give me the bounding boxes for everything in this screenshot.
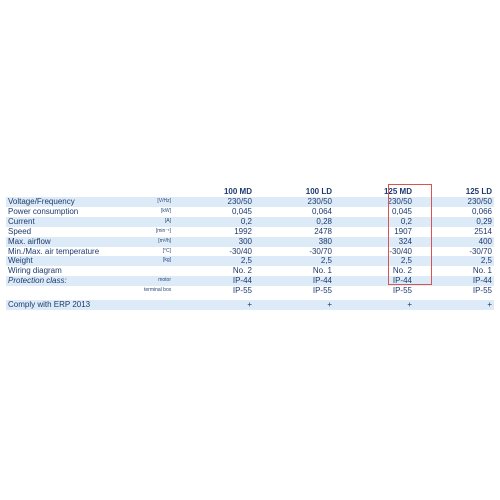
header-model-125ld: 125 LD xyxy=(465,187,492,196)
row-protection-class-terminal-box xyxy=(6,286,494,296)
header-blank xyxy=(144,184,174,197)
unit-label: motor xyxy=(144,276,174,286)
value-cell: IP-55 xyxy=(312,286,332,296)
unit-label: [m³/h] xyxy=(144,237,174,247)
header-blank xyxy=(6,184,144,197)
header-model-100md: 100 MD xyxy=(223,187,252,196)
value-cell: No. 1 xyxy=(472,266,492,276)
value-cell: -30/70 xyxy=(309,246,332,256)
spec-table xyxy=(6,184,494,310)
value-cell: 0,045 xyxy=(231,206,252,216)
value-cell: No. 2 xyxy=(392,266,412,276)
row-voltage-frequency xyxy=(6,197,494,207)
value-cell: 400 xyxy=(414,237,494,247)
unit-label: [°C] xyxy=(162,247,171,254)
row-protection-class-motor xyxy=(6,276,494,286)
value-cell: 380 xyxy=(254,237,334,247)
value-cell: IP-55 xyxy=(392,286,412,296)
row-current xyxy=(6,217,494,227)
value-cell: -30/40 xyxy=(389,246,412,256)
value-cell: No. 2 xyxy=(232,266,252,276)
param-label: Comply with ERP 2013 xyxy=(6,300,174,310)
value-cell: 1992 xyxy=(234,226,252,236)
row-weight xyxy=(6,256,494,266)
value-cell: 0,066 xyxy=(471,206,492,216)
row-speed xyxy=(6,227,494,237)
value-cell: 230/50 xyxy=(174,197,254,207)
unit-label: [kg] xyxy=(144,256,174,266)
value-cell: IP-44 xyxy=(254,276,334,286)
value-cell: -30/40 xyxy=(229,246,252,256)
row-power-consumption xyxy=(6,207,494,217)
value-cell: 324 xyxy=(334,237,414,247)
param-label: Voltage/Frequency xyxy=(6,197,144,207)
value-cell: IP-44 xyxy=(174,276,254,286)
value-cell: + xyxy=(334,300,414,310)
param-label: Min./Max. air temperature xyxy=(8,246,100,256)
value-cell: -30/70 xyxy=(469,246,492,256)
value-cell: IP-44 xyxy=(414,276,494,286)
value-cell: 230/50 xyxy=(334,197,414,207)
param-label: Power consumption xyxy=(8,206,79,216)
value-cell: 0,2 xyxy=(174,217,254,227)
value-cell: 2,5 xyxy=(174,256,254,266)
value-cell: 0,28 xyxy=(254,217,334,227)
value-cell: IP-55 xyxy=(232,286,252,296)
value-cell: 2,5 xyxy=(254,256,334,266)
unit-label: [V/Hz] xyxy=(144,197,174,207)
param-label: Current xyxy=(6,217,144,227)
value-cell: 300 xyxy=(174,237,254,247)
header-model-100ld: 100 LD xyxy=(305,187,332,196)
param-label: Protection class: xyxy=(6,276,144,286)
param-label: Max. airflow xyxy=(6,237,144,247)
value-cell: 230/50 xyxy=(414,197,494,207)
param-label xyxy=(6,286,144,296)
value-cell: 0,064 xyxy=(311,206,332,216)
row-erp-compliance xyxy=(6,300,494,310)
value-cell: 2,5 xyxy=(414,256,494,266)
param-label: Speed xyxy=(8,226,32,236)
value-cell: 0,045 xyxy=(391,206,412,216)
value-cell: IP-44 xyxy=(334,276,414,286)
value-cell: + xyxy=(174,300,254,310)
value-cell: IP-55 xyxy=(472,286,492,296)
value-cell: 2514 xyxy=(474,226,492,236)
value-cell: + xyxy=(254,300,334,310)
value-cell: 1907 xyxy=(394,226,412,236)
value-cell: 230/50 xyxy=(254,197,334,207)
row-wiring-diagram xyxy=(6,266,494,276)
value-cell: 0,2 xyxy=(334,217,414,227)
unit-label: terminal box xyxy=(144,287,172,294)
value-cell: No. 1 xyxy=(312,266,332,276)
value-cell: 2,5 xyxy=(334,256,414,266)
unit-label: [min⁻¹] xyxy=(155,227,171,234)
value-cell: 2478 xyxy=(314,226,332,236)
value-cell: + xyxy=(414,300,494,310)
header-model-125md: 125 MD xyxy=(383,187,412,196)
param-label: Wiring diagram xyxy=(8,266,62,276)
unit-label: [A] xyxy=(144,217,174,227)
param-label: Weight xyxy=(6,256,144,266)
unit-label xyxy=(144,266,174,276)
header-row xyxy=(6,184,494,197)
row-air-temperature xyxy=(6,247,494,257)
unit-label: [kW] xyxy=(161,207,171,214)
value-cell: 0,29 xyxy=(414,217,494,227)
row-max-airflow xyxy=(6,237,494,247)
